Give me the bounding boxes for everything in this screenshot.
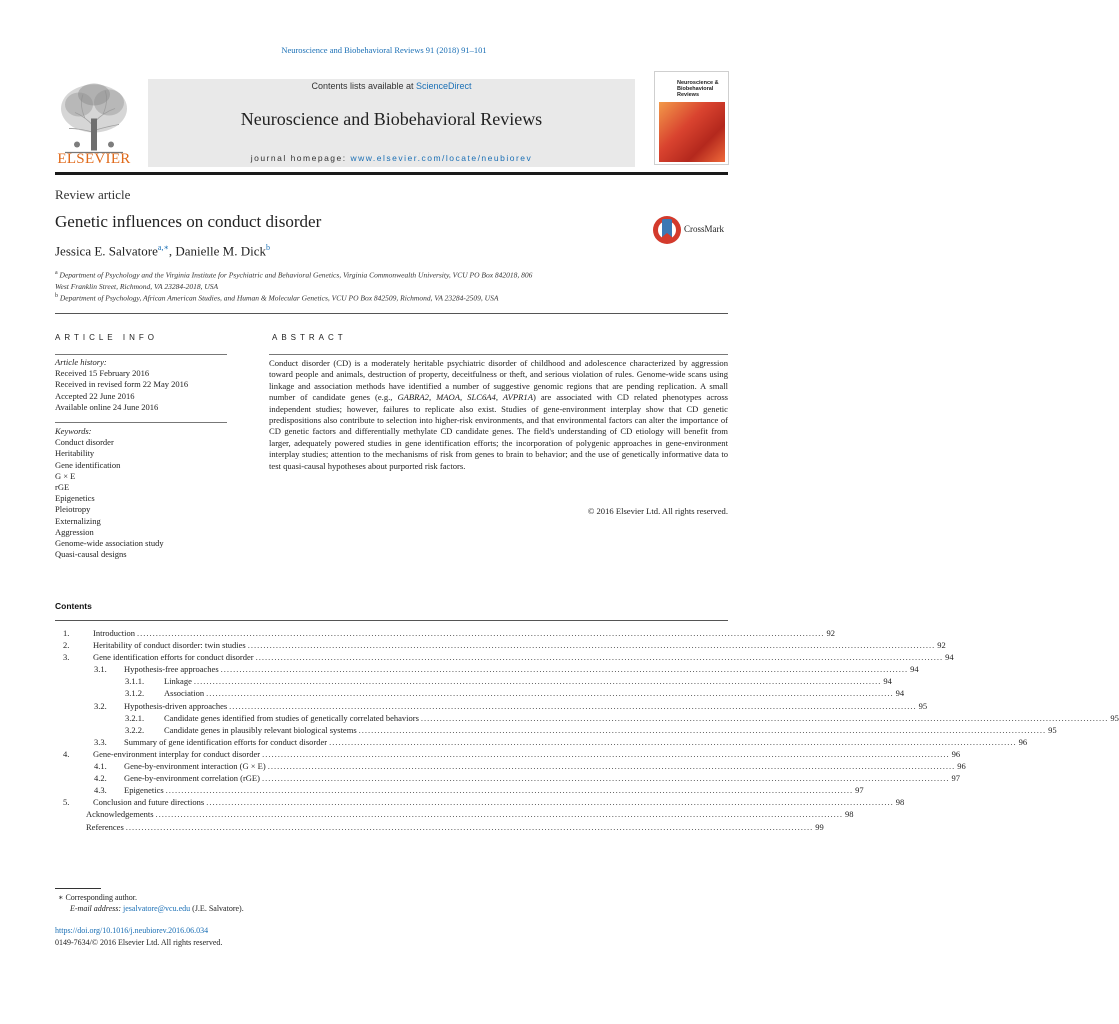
toc-leader-dots: ............................................................................................................................................................................................................................: [262, 748, 950, 759]
homepage-prefix: journal homepage:: [250, 153, 351, 163]
keyword-item: Gene identification: [55, 459, 121, 470]
history-item: Available online 24 June 2016: [55, 401, 159, 412]
toc-entry-page[interactable]: 92: [826, 628, 836, 638]
email-link[interactable]: jesalvatore@vcu.edu: [123, 904, 191, 913]
article-type: Review article: [55, 187, 131, 202]
toc-entry[interactable]: [55, 808, 854, 820]
toc-entry-title[interactable]: References: [86, 821, 124, 832]
toc-leader-dots: ............................................................................................................................................................................................................................: [155, 809, 844, 820]
toc-entry-title[interactable]: Hypothesis-free approaches: [124, 664, 219, 675]
toc-entry[interactable]: [55, 700, 928, 712]
toc-entry-page[interactable]: 92: [937, 640, 946, 651]
toc-entry-title[interactable]: Candidate genes in plausibly relevant biological systems: [164, 724, 357, 735]
crossmark-button[interactable]: [652, 213, 730, 247]
toc-entry-page[interactable]: 95: [1110, 712, 1119, 723]
abstract-rule: [269, 354, 728, 355]
author-name: Jessica E. Salvatore: [55, 243, 158, 259]
keyword-item: Pleiotropy: [55, 504, 91, 515]
toc-entry-page[interactable]: 96: [957, 761, 966, 772]
toc-entry-page[interactable]: 94: [910, 664, 919, 675]
keyword-item: Externalizing: [55, 515, 101, 526]
toc-entry-title[interactable]: Candidate genes identified from studies of genetically correlated behaviors: [164, 712, 419, 723]
affiliation-b: [55, 291, 675, 304]
contents-rule: [55, 620, 728, 621]
toc-entry-page[interactable]: 95: [1048, 724, 1057, 735]
abstract-text: [269, 358, 728, 472]
keyword-item: G × E: [55, 470, 76, 481]
contents-prefix: Contents lists available at: [311, 81, 417, 91]
toc-entry[interactable]: [55, 663, 919, 675]
toc-entry-number: 4.: [63, 748, 70, 759]
toc-entry-number: 4.3.: [94, 785, 107, 796]
toc-entry-number: 1.: [63, 628, 70, 638]
abstract-copyright: © 2016 Elsevier Ltd. All rights reserved.: [587, 506, 728, 516]
history-item: Received in revised form 22 May 2016: [55, 379, 189, 390]
abstract-part: Conduct disorder (CD) is a moderately heritable psychiatric disorder of childhood and adolescence characterized by aggression toward people and animals, destruction of property, deceitfulness or theft, and serious violation of rules. Genome-wide scans using linkage and association methods have identified a number of suggestive genomic regions that are pending replication. A small number of candidate genes (e.g.,: [269, 358, 728, 403]
toc-entry-title[interactable]: Acknowledgements: [86, 809, 154, 820]
keywords-list: [55, 426, 164, 560]
corresponding-author-note: [58, 893, 137, 902]
toc-entry-number: 3.: [63, 652, 70, 663]
toc-entry[interactable]: [55, 760, 966, 772]
toc-entry[interactable]: [55, 651, 954, 663]
toc-entry[interactable]: [55, 784, 864, 796]
toc-entry[interactable]: [55, 675, 892, 687]
abstract-part: ) are associated with CD related phenotypes across independent studies; however, failures to replicate also exist. Studies of gene-environment interplay show that CD genetic predispositions also contribute to selection into higher-risk environments, and that environmental factors can alter the importance of CD genetic factors and differentially methylate CD candidate genes. The field's understanding of CD etiology will benefit from larger, adequately powered studies in gene identification efforts; the incorporation of polygenic approaches in gene-environment interplay studies; attention to the mechanisms of risk from genes to brain to behavior; and the use of genetically informative data to test quasi-causal hypotheses about purported risk factors.: [269, 392, 729, 471]
toc-entry-title[interactable]: Summary of gene identification efforts for conduct disorder: [124, 736, 328, 747]
article-title: Genetic influences on conduct disorder: [55, 212, 322, 231]
toc-entry-page[interactable]: 94: [945, 652, 954, 663]
toc-entry-number: 3.1.2.: [125, 688, 145, 699]
toc-entry-page[interactable]: 97: [951, 773, 960, 784]
footnote-text: Corresponding author.: [65, 893, 137, 902]
toc-leader-dots: ............................................................................................................................................................................................................................: [206, 688, 894, 699]
toc-leader-dots: ............................................................................................................................................................................................................................: [358, 724, 1047, 735]
history-item: Accepted 22 June 2016: [55, 390, 135, 401]
toc-entry-number: 4.2.: [94, 773, 107, 784]
author-list: [55, 243, 270, 259]
footnote-rule: [55, 888, 101, 889]
toc-entry[interactable]: [55, 736, 1028, 748]
toc-entry-number: 3.1.: [94, 664, 107, 675]
keyword-item: Quasi-causal designs: [55, 549, 127, 560]
toc-entry-number: 5.: [63, 797, 70, 808]
toc-entry-page[interactable]: 96: [1018, 736, 1028, 747]
cover-artwork: [659, 102, 725, 162]
toc-entry-page[interactable]: 94: [895, 688, 905, 699]
toc-entry-number: 3.2.2.: [125, 724, 145, 735]
toc-entry[interactable]: [55, 796, 905, 808]
journal-citation[interactable]: Neuroscience and Biobehavioral Reviews 91 (2018) 91–101: [281, 45, 487, 55]
contents-heading: Contents: [55, 601, 92, 611]
toc-entry-number: 4.1.: [94, 761, 107, 772]
article-info-heading: ARTICLE INFO: [55, 333, 158, 342]
toc-entry-title[interactable]: Gene identification efforts for conduct disorder: [93, 652, 254, 663]
email-note: [70, 904, 244, 913]
toc-entry[interactable]: [55, 639, 946, 651]
toc-entry-page[interactable]: 95: [918, 700, 928, 711]
toc-entry[interactable]: [55, 712, 1119, 724]
toc-entry-title[interactable]: Gene-by-environment interaction (G × E): [124, 761, 266, 772]
toc-entry-number: 3.2.: [94, 700, 107, 711]
crossmark-label: CrossMark: [684, 224, 724, 234]
toc-leader-dots: ............................................................................................................................................................................................................................: [261, 773, 950, 784]
history-label: Article history:: [55, 357, 107, 367]
toc-entry-title[interactable]: Hypothesis-driven approaches: [124, 700, 228, 711]
doi-link[interactable]: https://doi.org/10.1016/j.neubiorev.2016.06.034: [55, 926, 209, 935]
affiliation-a: [55, 268, 675, 292]
email-label: E-mail address:: [70, 904, 124, 913]
toc-entry-page[interactable]: 98: [895, 797, 905, 808]
journal-banner: [55, 71, 728, 170]
issn-copyright: 0149-7634/© 2016 Elsevier Ltd. All rights reserved.: [55, 938, 223, 947]
toc-entry-number: 3.1.1.: [125, 676, 145, 687]
toc-leader-dots: ............................................................................................................................................................................................................................: [165, 785, 854, 796]
table-of-contents: [55, 627, 1119, 833]
affiliation-text: West Franklin Street, Richmond, VA 23284-2018, USA: [55, 281, 219, 291]
toc-entry-page[interactable]: 97: [855, 785, 864, 796]
toc-entry-title[interactable]: Heritability of conduct disorder: twin studies: [93, 640, 246, 651]
toc-leader-dots: ............................................................................................................................................................................................................................: [220, 664, 909, 675]
toc-entry[interactable]: [55, 687, 905, 699]
keyword-item: rGE: [55, 482, 70, 493]
author-affiliation-marker[interactable]: a,∗: [157, 243, 169, 252]
toc-entry-title[interactable]: Introduction: [93, 628, 136, 638]
toc-entry-number: 2.: [63, 640, 70, 651]
email-suffix: (J.E. Salvatore).: [190, 904, 244, 913]
journal-homepage-line: [148, 153, 635, 163]
toc-entry-title[interactable]: Association: [164, 688, 205, 699]
cover-title: Neuroscience & Biobehavioral Reviews: [677, 80, 719, 98]
toc-entry-title[interactable]: Linkage: [164, 676, 192, 687]
author-separator: ,: [168, 243, 176, 259]
toc-entry-title[interactable]: Gene-environment interplay for conduct disorder: [93, 748, 261, 759]
toc-leader-dots: ............................................................................................................................................................................................................................: [329, 736, 1017, 747]
toc-entry-page[interactable]: 99: [815, 821, 824, 832]
header-divider: [55, 172, 728, 175]
article-info-rule: [55, 354, 227, 355]
toc-leader-dots: ............................................................................................................................................................................................................................: [420, 712, 1109, 723]
footnote-mark: ∗: [58, 893, 64, 902]
keyword-item: Heritability: [55, 448, 95, 459]
affiliation-text: Department of Psychology, African American Studies, and Human & Molecular Genetics, VCU PO Box 842509, Richmond, VA 23284-2509, USA: [59, 293, 499, 303]
affiliation-text: Department of Psychology and the Virginia Institute for Psychiatric and Behavioral Genetics, Virginia Commonwealth University, VCU PO Box 842018, 806: [59, 270, 533, 280]
toc-leader-dots: ............................................................................................................................................................................................................................: [255, 652, 944, 663]
keyword-item: Aggression: [55, 526, 94, 537]
journal-info-box: [148, 79, 635, 167]
history-item: Received 15 February 2016: [55, 368, 150, 379]
article-history: [55, 357, 188, 413]
toc-leader-dots: ............................................................................................................................................................................................................................: [125, 821, 814, 832]
toc-leader-dots: ............................................................................................................................................................................................................................: [229, 700, 917, 711]
keyword-item: Genome-wide association study: [55, 538, 164, 549]
toc-entry-page[interactable]: 94: [883, 676, 892, 687]
sciencedirect-link[interactable]: ScienceDirect: [416, 81, 472, 91]
journal-title: Neuroscience and Biobehavioral Reviews: [240, 109, 543, 129]
author-affiliation-marker[interactable]: b: [266, 243, 271, 252]
toc-leader-dots: ............................................................................................................................................................................................................................: [137, 628, 825, 638]
homepage-link[interactable]: www.elsevier.com/locate/neubiorev: [350, 153, 533, 163]
keyword-item: Conduct disorder: [55, 437, 114, 448]
toc-leader-dots: ............................................................................................................................................................................................................................: [267, 761, 956, 772]
toc-entry[interactable]: [55, 821, 824, 833]
toc-entry[interactable]: [55, 748, 961, 760]
keywords-rule: [55, 422, 227, 423]
keyword-item: Epigenetics: [55, 493, 95, 504]
toc-leader-dots: ............................................................................................................................................................................................................................: [193, 676, 882, 687]
toc-entry-title[interactable]: Conclusion and future directions: [93, 797, 205, 808]
section-divider: [55, 313, 728, 314]
toc-entry-page[interactable]: 98: [845, 809, 854, 820]
toc-entry[interactable]: [55, 724, 1057, 736]
crossmark-icon: [652, 213, 682, 247]
author-name: Danielle M. Dick: [175, 243, 267, 259]
toc-leader-dots: ............................................................................................................................................................................................................................: [206, 797, 894, 808]
contents-available-line: [148, 81, 635, 91]
toc-entry[interactable]: [55, 772, 960, 784]
toc-entry-number: 3.3.: [94, 736, 107, 747]
abstract-gene-names: GABRA2, MAOA, SLC6A4, AVPR1A: [397, 392, 533, 403]
publisher-name: ELSEVIER: [57, 151, 131, 167]
toc-entry-title[interactable]: Gene-by-environment correlation (rGE): [124, 773, 260, 784]
toc-leader-dots: ............................................................................................................................................................................................................................: [247, 640, 936, 651]
toc-entry-page[interactable]: 96: [951, 748, 961, 759]
abstract-heading: ABSTRACT: [272, 333, 347, 342]
affiliation-marker: b: [55, 293, 58, 299]
toc-entry[interactable]: [55, 627, 836, 639]
toc-entry-title[interactable]: Epigenetics: [124, 785, 164, 796]
keywords-label: Keywords:: [55, 426, 92, 436]
affiliation-marker: a: [55, 270, 58, 276]
toc-entry-number: 3.2.1.: [125, 712, 145, 723]
journal-cover-thumbnail[interactable]: [654, 71, 729, 165]
